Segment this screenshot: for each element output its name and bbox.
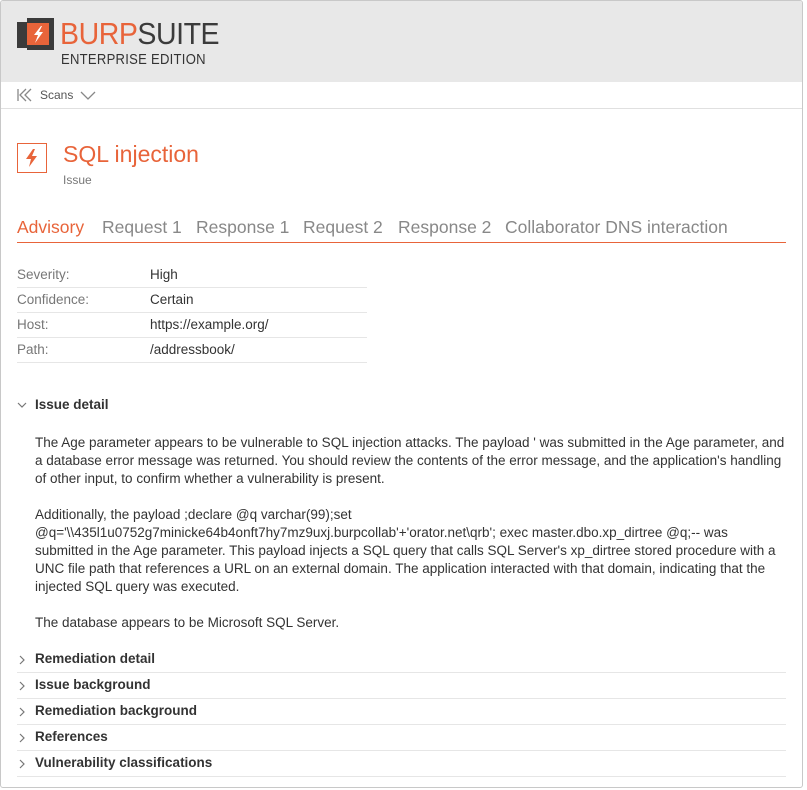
section-title: Issue detail (35, 397, 109, 412)
tab-request-2[interactable]: Request 2 (303, 217, 383, 237)
section-title: Remediation detail (35, 651, 156, 666)
chevron-down-icon (17, 400, 27, 410)
section-issue-detail (17, 396, 786, 630)
section-vulnerability-classifications[interactable] (17, 751, 786, 777)
section-references[interactable] (17, 725, 786, 751)
burp-logo-mark-icon (17, 18, 54, 50)
property-row-confidence (17, 288, 367, 313)
section-title: Vulnerability classifications (35, 755, 213, 770)
page-subtitle: Issue (63, 173, 92, 187)
issue-tabs (17, 217, 786, 243)
breadcrumb-scans-link[interactable]: Scans (40, 88, 74, 102)
breadcrumb (1, 82, 802, 109)
property-value: /addressbook/ (150, 342, 235, 357)
tab-advisory[interactable]: Advisory (17, 217, 85, 237)
property-key: Confidence: (17, 292, 90, 307)
tab-response-1[interactable]: Response 1 (196, 217, 290, 237)
tab-request-1[interactable]: Request 1 (102, 217, 182, 237)
detail-paragraph: Additionally, the payload ;declare @q varchar(99);set @q='\\435l1u0752g7minicke64b4onft7hy7mz9uxj.burpcollab'+'orator.net\qrb'; exec master.dbo.xp_dirtree @q;-- was submitted in the Age parameter. This payload injects a SQL query that calls SQL Server's xp_dirtree stored procedure with a UNC file path that references a URL on an external domain. The application interacted with that domain, indicating that the injected SQL query was executed. (35, 507, 776, 594)
brand-name: BURPSUITE (60, 16, 220, 51)
chevron-right-icon (17, 655, 27, 665)
lightning-icon (25, 149, 39, 167)
back-arrow-icon[interactable] (17, 88, 33, 102)
chevron-right-icon (17, 707, 27, 717)
section-issue-detail-header[interactable] (17, 396, 786, 416)
tab-collaborator-dns-interaction[interactable]: Collaborator DNS interaction (505, 217, 728, 237)
property-row-severity (17, 263, 367, 288)
tab-response-2[interactable]: Response 2 (398, 217, 492, 237)
header-bar (1, 1, 802, 82)
detail-paragraph: The Age parameter appears to be vulnerable to SQL injection attacks. The payload ' was submitted in the Age parameter, and a database error message was returned. You should review the contents of the error message, and the application's handling of other input, to confirm whether a vulnerability is present. (35, 435, 785, 486)
property-value: Certain (150, 292, 194, 307)
section-title: References (35, 729, 108, 744)
property-row-host (17, 313, 367, 338)
property-key: Severity: (17, 267, 70, 282)
section-title: Remediation background (35, 703, 198, 718)
detail-paragraph: The database appears to be Microsoft SQL Server. (35, 615, 340, 630)
issue-detail-body (35, 434, 787, 650)
chevron-right-icon (17, 733, 27, 743)
property-value: https://example.org/ (150, 317, 269, 332)
collapsed-sections (17, 647, 786, 777)
section-remediation-detail[interactable] (17, 647, 786, 673)
chevron-down-icon[interactable] (80, 89, 96, 101)
property-value: High (150, 267, 178, 282)
chevron-right-icon (17, 681, 27, 691)
issue-properties (17, 263, 367, 363)
section-issue-background[interactable] (17, 673, 786, 699)
property-key: Host: (17, 317, 49, 332)
section-title: Issue background (35, 677, 151, 692)
chevron-right-icon (17, 759, 27, 769)
property-row-path (17, 338, 367, 363)
page-title: SQL injection (63, 141, 199, 167)
issue-severity-badge (17, 143, 47, 173)
property-key: Path: (17, 342, 49, 357)
section-remediation-background[interactable] (17, 699, 786, 725)
brand-edition: ENTERPRISE EDITION (61, 52, 206, 68)
